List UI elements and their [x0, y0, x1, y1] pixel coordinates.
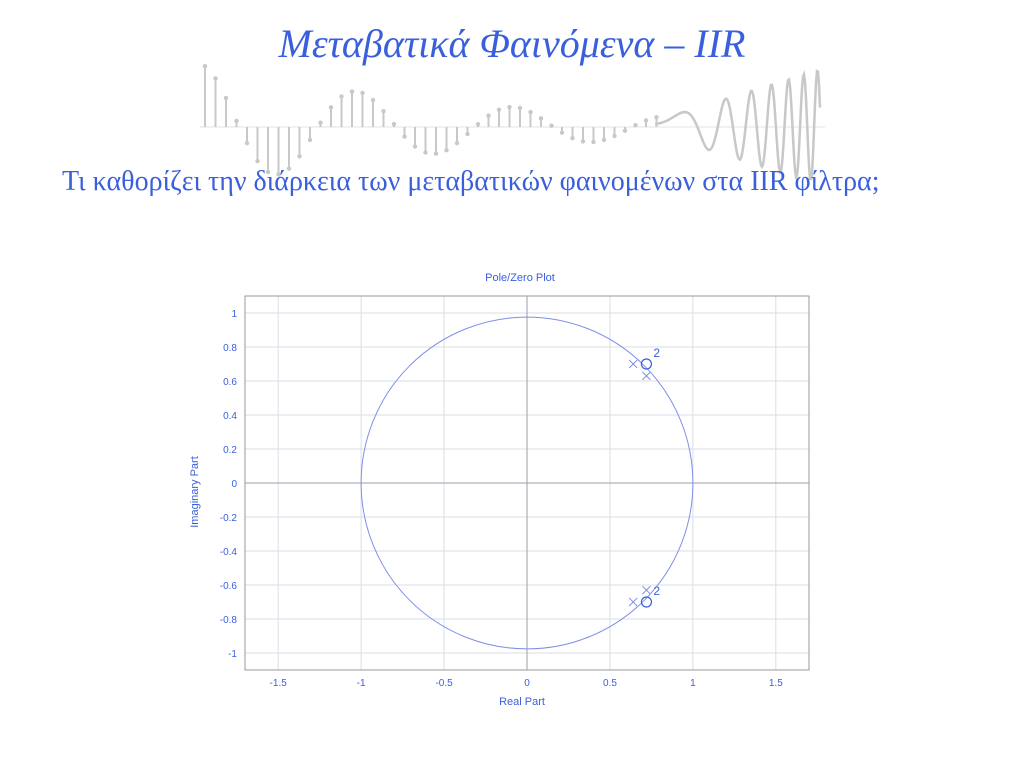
y-axis-label: Imaginary Part	[189, 456, 201, 528]
y-tick-label: 0.4	[223, 411, 237, 422]
y-tick-labels	[220, 309, 238, 660]
x-tick-label: -0.5	[435, 678, 453, 689]
y-tick-label: 0.8	[223, 343, 237, 354]
x-tick-label: 1	[690, 678, 696, 689]
y-tick-label: -0.4	[219, 547, 237, 558]
zero-multiplicity-label: 2	[653, 584, 661, 598]
x-tick-label: 0	[524, 678, 530, 689]
x-tick-label: 0.5	[602, 678, 617, 689]
x-tick-labels	[270, 678, 784, 689]
y-tick-label: -1	[228, 649, 237, 660]
y-tick-label: -0.6	[219, 581, 237, 592]
y-tick-label: -0.2	[219, 513, 237, 524]
pole-marker	[629, 598, 637, 606]
x-tick-label: -1.5	[269, 678, 287, 689]
y-tick-label: 0.6	[223, 377, 237, 388]
y-tick-label: -0.8	[219, 615, 237, 626]
pole-marker	[642, 586, 650, 594]
pole-marker	[629, 360, 637, 368]
x-tick-label: -1	[356, 678, 366, 689]
slide-title: Μεταβατικά Φαινόμενα – IIR	[278, 21, 746, 66]
y-tick-label: 0.2	[223, 445, 237, 456]
chart-title: Pole/Zero Plot	[485, 272, 555, 284]
pole-zero-marks	[629, 346, 660, 607]
slide-question: Τι καθορίζει την διάρκεια των μεταβατικών φαινομένων στα IIR φίλτρα;	[62, 166, 880, 197]
zero-multiplicity-label: 2	[653, 346, 661, 360]
axis-lines	[245, 296, 809, 670]
x-axis-label: Real Part	[499, 696, 545, 708]
y-tick-label: 1	[231, 309, 237, 320]
x-tick-label: 1.5	[768, 678, 783, 689]
y-tick-label: 0	[231, 479, 237, 490]
pole-marker	[642, 372, 650, 380]
